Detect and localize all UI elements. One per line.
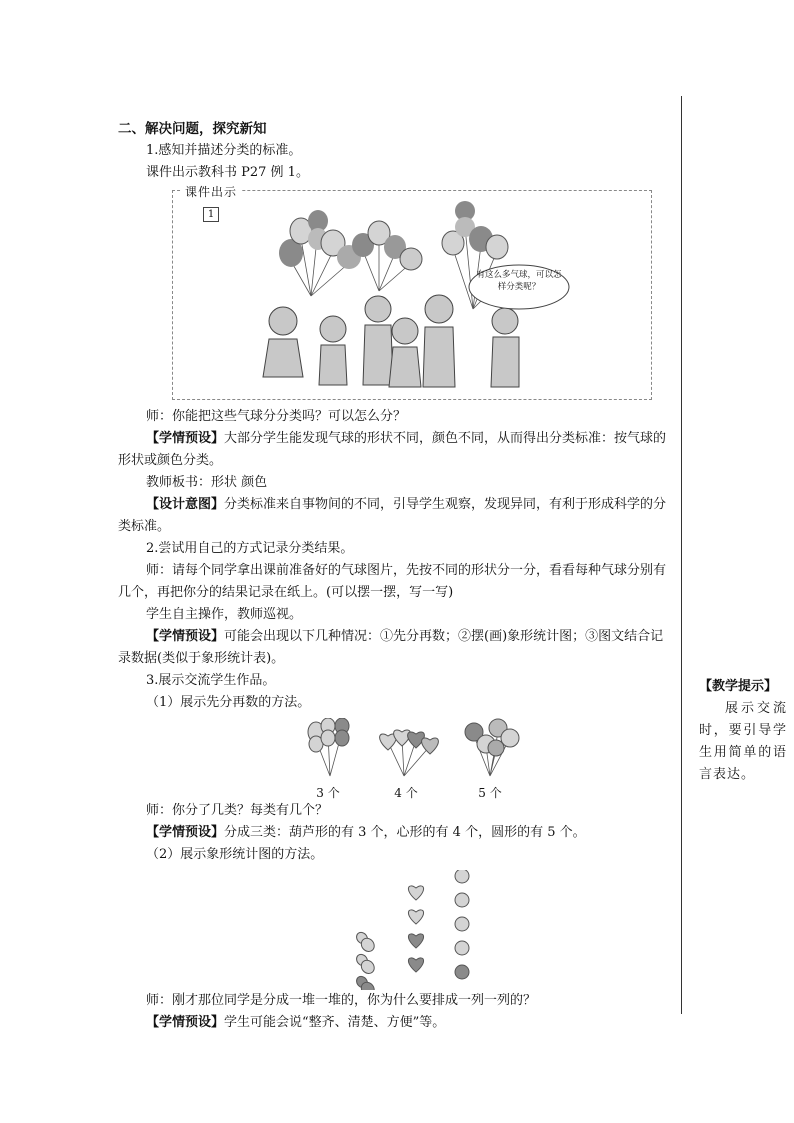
line-l1: 1.感知并描述分类的标准。 bbox=[146, 143, 302, 158]
example-number: 1 bbox=[203, 207, 219, 222]
line-q3: 师：你分了几类？每类有几个？ bbox=[146, 803, 329, 818]
teaching-tip-body: 展示交流时，要引导学生用简单的语言表达。 bbox=[699, 701, 787, 782]
section-title: 二、解决问题，探究新知 bbox=[118, 121, 267, 137]
children-balloons-illustration bbox=[173, 191, 651, 399]
balloon-groups bbox=[118, 718, 676, 800]
teaching-tip bbox=[699, 676, 787, 786]
preset-text: 大部分学生能发现气球的形状不同，颜色不同，从而得出分类标准：按气球的形状或颜色分类。 bbox=[118, 431, 667, 468]
preset-3 bbox=[118, 822, 676, 844]
speech-bubble-text: 有这么多气球，可以怎样分类呢？ bbox=[476, 270, 562, 292]
line-board: 教师板书：形状 颜色 bbox=[146, 475, 268, 490]
pictograph-illustration bbox=[118, 870, 676, 990]
preset-text: 分成三类：葫芦形的有 3 个，心形的有 4 个，圆形的有 5 个。 bbox=[224, 825, 586, 840]
preset-1 bbox=[118, 428, 676, 472]
line-l4: 学生自主操作，教师巡视。 bbox=[146, 607, 303, 622]
main-column bbox=[118, 118, 676, 1034]
preset-tag: 【学情预设】 bbox=[146, 1015, 225, 1030]
preset-text: 可能会出现以下几种情况：①先分再数；②摆(画)象形统计图；③图文结合记录数据(类似于象形统计表)。 bbox=[118, 629, 664, 666]
group-count-2: 4 个 bbox=[394, 786, 418, 800]
balloon-groups-illustration bbox=[118, 718, 676, 782]
pictograph bbox=[118, 870, 676, 990]
teaching-tip-title: 【教学提示】 bbox=[699, 679, 778, 694]
group-count-3: 5 个 bbox=[478, 786, 502, 800]
line-l5: 3.展示交流学生作品。 bbox=[146, 673, 276, 688]
preset-text: 学生可能会说“整齐、清楚、方便”等。 bbox=[224, 1015, 446, 1030]
design-tag: 【设计意图】 bbox=[146, 497, 225, 512]
line-l3: 2.尝试用自己的方式记录分类结果。 bbox=[146, 541, 354, 556]
design-text: 分类标准来自事物间的不同，引导学生观察，发现异同，有利于形成科学的分类标准。 bbox=[118, 497, 667, 534]
preset-tag: 【学情预设】 bbox=[146, 825, 225, 840]
preset-tag: 【学情预设】 bbox=[146, 431, 225, 446]
preset-2 bbox=[118, 626, 676, 670]
preset-4 bbox=[118, 1012, 676, 1034]
courseware-figure bbox=[172, 185, 652, 400]
figure-label: 课件出示 bbox=[181, 181, 241, 203]
preset-tag: 【学情预设】 bbox=[146, 629, 225, 644]
line-q4: 师：刚才那位同学是分成一堆一堆的，你为什么要排成一列一列的？ bbox=[146, 993, 537, 1008]
line-q1: 师：你能把这些气球分分类吗？可以怎么分？ bbox=[146, 409, 407, 424]
line-l2: 课件出示教科书 P27 例 1。 bbox=[146, 165, 309, 180]
line-l7: （2）展示象形统计图的方法。 bbox=[146, 847, 324, 862]
column-divider bbox=[681, 96, 682, 1014]
line-q2: 师：请每个同学拿出课前准备好的气球图片，先按不同的形状分一分，看看每种气球分别有几个，再把你分的结果记录在纸上。(可以摆一摆，写一写) bbox=[118, 563, 667, 600]
line-l6: （1）展示先分再数的方法。 bbox=[146, 695, 311, 710]
design-1 bbox=[118, 494, 676, 538]
group-count-1: 3 个 bbox=[316, 786, 340, 800]
